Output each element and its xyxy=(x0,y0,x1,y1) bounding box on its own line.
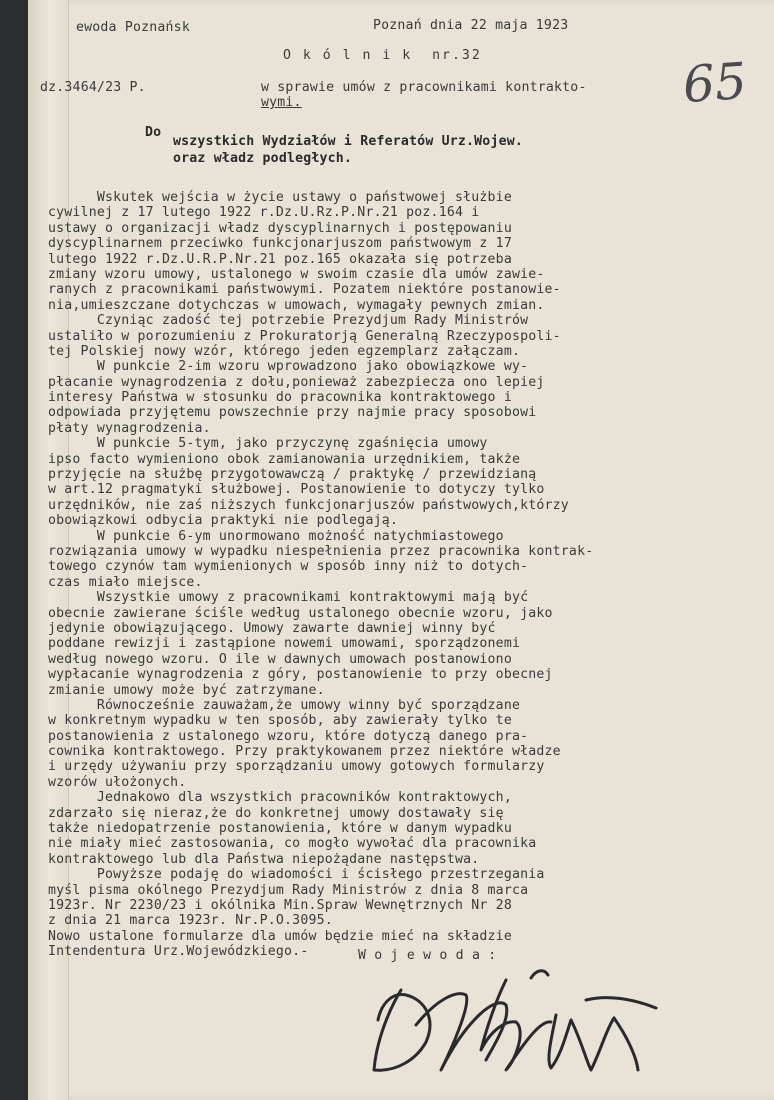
body-line: w art.12 pragmatyki służbowej. Postanowienie to dotyczy tylko xyxy=(48,482,545,498)
circular-body xyxy=(48,190,593,960)
body-line: myśl pisma okólnego Prezydjum Rady Ministrów z dnia 8 marca xyxy=(48,882,529,898)
body-line: Czyniąc zadość tej potrzebie Prezydjum Rady Ministrów xyxy=(48,313,529,329)
body-line: 1923r. Nr 2230/23 i okólnika Min.Spraw Wewnętrznych Nr 28 xyxy=(48,897,512,913)
body-line: obowiązkowi odbycia praktyki nie podlegają. xyxy=(48,513,399,529)
body-line: także niedopatrzenie postanowienia, które w danym wypadku xyxy=(48,821,512,837)
body-line: zdarzało się nieraz,że do konkretnej umowy dostawały się xyxy=(48,805,504,821)
addressee-line-2: oraz władz podległych. xyxy=(173,151,353,166)
body-line: Intendentura Urz.Wojewódzkiego.- xyxy=(48,944,309,960)
body-line: przyjęcie na służbę przygotowawczą / praktykę / przewidzianą xyxy=(48,467,537,483)
body-line: zmianie umowy może być zatrzymane. xyxy=(48,682,325,698)
body-line: ustawy o organizacji władz dyscyplinarnych i postępowaniu xyxy=(48,220,512,236)
body-line: Jednakowo dla wszystkich pracowników kontraktowych, xyxy=(48,790,512,806)
body-line: poddane rewizji i zastąpione nowemi umowami, sporządzonemi xyxy=(48,636,521,652)
body-line: cywilnej z 17 lutego 1922 r.Dz.U.Rz.P.Nr.21 poz.164 i xyxy=(48,205,480,221)
office-header: ewoda Poznańsk xyxy=(76,20,190,35)
body-line: interesy Państwa w stosunku do pracownika kontraktowego i xyxy=(48,390,512,406)
body-line: płacanie wynagrodzenia z dołu,ponieważ zabezpiecza ono lepiej xyxy=(48,374,545,390)
place-date: Poznań dnia 22 maja 1923 xyxy=(373,18,569,33)
body-line: z dnia 21 marca 1923r. Nr.P.O.3095. xyxy=(48,913,333,929)
body-line: odpowiada przyjętemu powszechnie przy najmie pracy sposobowi xyxy=(48,405,537,421)
signature-title: W o j e w o d a : xyxy=(358,948,497,963)
body-line: Wszystkie umowy z pracownikami kontraktowymi mają być xyxy=(48,590,529,606)
handwritten-page-number: 65 xyxy=(681,51,749,115)
body-line: nie miały mieć zastosowania, co mogło wywołać dla pracownika xyxy=(48,836,537,852)
body-line: lutego 1922 r.Dz.U.R.P.Nr.21 poz.165 okazała się potrzeba xyxy=(48,251,512,267)
body-line: Nowo ustalone formularze dla umów będzie mieć na składzie xyxy=(48,928,512,944)
body-line: wzorów ułożonych. xyxy=(48,774,187,790)
body-line: jedynie obowiązującego. Umowy zawarte dawniej winny być xyxy=(48,620,496,636)
body-line: ipso facto wymieniono obok zamianowania urzędnikiem, także xyxy=(48,451,521,467)
body-line: W punkcie 2-im wzoru wprowadzono jako obowiązkowe wy- xyxy=(48,359,529,375)
addressee-label: Do xyxy=(145,125,162,140)
body-line: kontraktowego lub dla Państwa niepożądane następstwa. xyxy=(48,851,480,867)
body-line: W punkcie 5-tym, jako przyczynę zgaśnięcia umowy xyxy=(48,436,488,452)
body-line: w konkretnym wypadku w ten sposób, aby zawierały tylko te xyxy=(48,713,512,729)
document-page xyxy=(28,0,774,1100)
reference-number: dz.3464/23 P. xyxy=(40,80,146,95)
body-line: według nowego wzoru. O ile w dawnych umowach postanowiono xyxy=(48,651,512,667)
body-line: rozwiązania umowy w wypadku niespełnienia przez pracownika kontrak- xyxy=(48,543,594,559)
body-line: cownika kontraktowego. Przy praktykowanem przez niektóre władze xyxy=(48,744,561,760)
body-line: czas miało miejsce. xyxy=(48,574,203,590)
body-line: W punkcie 6-ym unormowano możność natychmiastowego xyxy=(48,528,504,544)
body-line: dyscyplinarnem przeciwko funkcjonarjuszom państwowym z 17 xyxy=(48,236,512,252)
body-line: zmiany wzoru umowy, ustalonego w swoim czasie dla umów zawie- xyxy=(48,266,545,282)
body-line: Równocześnie zauważam,że umowy winny być sporządzane xyxy=(48,697,521,713)
body-line: ranych z pracownikami państwowymi. Pozatem niektóre postanowie- xyxy=(48,282,561,298)
body-line: nia,umieszczane dotychczas w umowach, wymagały pewnych zmian. xyxy=(48,297,545,313)
body-line: Powyższe podaję do wiadomości i ścisłego przestrzegania xyxy=(48,867,545,883)
subject-line-1: w sprawie umów z pracownikami kontrakto- xyxy=(261,80,587,95)
body-line: płaty wynagrodzenia. xyxy=(48,420,211,436)
body-line: wypłacanie wynagrodzenia z góry, postanowienie to przy obecnej xyxy=(48,667,553,683)
body-line: postanowienia z ustalonego wzoru, które dotyczą danego pra- xyxy=(48,728,529,744)
body-line: i urzędy używaniu przy sporządzaniu umowy gotowych formularzy xyxy=(48,759,545,775)
addressee-line-1: wszystkich Wydziałów i Referatów Urz.Wojew. xyxy=(173,134,524,149)
body-line: Wskutek wejścia w życie ustawy o państwowej służbie xyxy=(48,190,512,205)
body-line: towego czynów tam wymienionych w sposób inny niż to dotych- xyxy=(48,559,529,575)
subject-line-2: wymi. xyxy=(261,95,302,110)
body-line: urzędników, nie zaś niższych funkcjonarjuszów państwowych,którzy xyxy=(48,497,569,513)
body-line: obecnie zawierane ściśle według ustalonego obecnie wzoru, jako xyxy=(48,605,553,621)
body-line: tej Polskiej nowy wzór, którego jeden egzemplarz załączam. xyxy=(48,343,521,359)
handwritten-signature xyxy=(356,960,686,1090)
body-line: ustaliło w porozumieniu z Prokuratorją Generalną Rzeczypospoli- xyxy=(48,328,561,344)
circular-title: O k ó l n i k nr.32 xyxy=(283,48,482,63)
